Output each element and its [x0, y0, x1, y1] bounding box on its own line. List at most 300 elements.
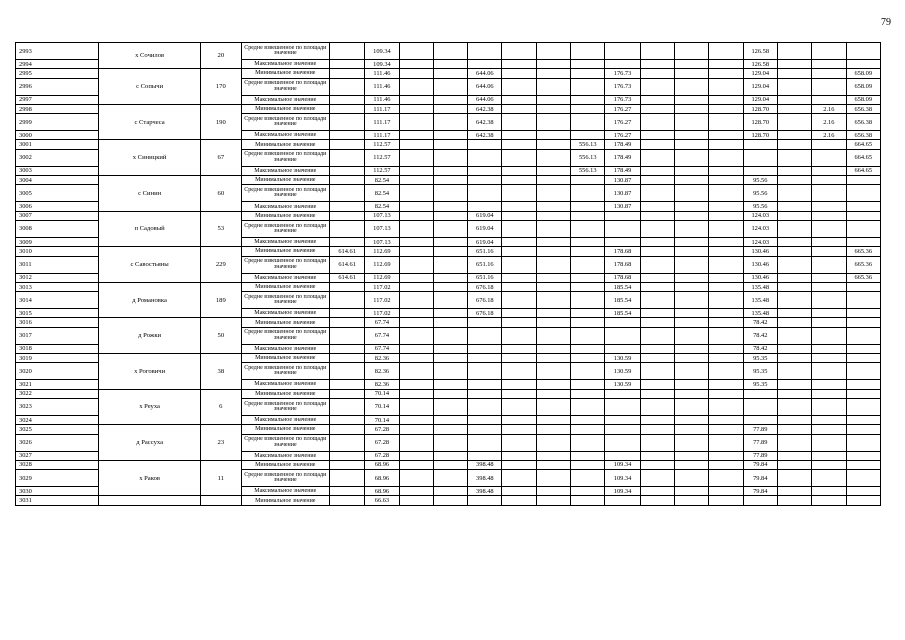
value-type-label: Максимальное значение	[241, 166, 329, 175]
value-cell	[571, 425, 605, 434]
value-cell	[777, 496, 811, 505]
value-cell	[502, 327, 536, 344]
value-type-label: Минимальное значение	[241, 104, 329, 113]
value-cell	[812, 78, 846, 95]
value-cell	[433, 131, 467, 140]
value-type-label: Средне взвешенное по площади значение	[241, 363, 329, 380]
value-cell: 644.06	[468, 78, 502, 95]
value-cell	[640, 389, 674, 398]
value-cell	[709, 104, 743, 113]
value-cell	[571, 434, 605, 451]
value-cell	[433, 398, 467, 415]
value-cell: 676.18	[468, 309, 502, 318]
value-cell	[329, 318, 364, 327]
value-cell	[536, 451, 570, 460]
value-cell: 109.34	[365, 43, 399, 60]
value-cell	[812, 60, 846, 69]
value-cell	[812, 176, 846, 185]
value-cell	[399, 176, 433, 185]
value-cell	[640, 43, 674, 60]
value-cell: 117.02	[365, 292, 399, 309]
settlement-name: х Сочилов	[99, 43, 201, 69]
value-cell	[846, 292, 881, 309]
value-cell	[468, 380, 502, 389]
row-number: 3030	[16, 487, 99, 496]
value-cell	[329, 344, 364, 353]
value-cell: 128.70	[743, 104, 777, 113]
value-type-label: Средне взвешенное по площади значение	[241, 327, 329, 344]
value-cell: 130.87	[605, 185, 640, 202]
value-cell: 2.16	[812, 131, 846, 140]
row-number: 3009	[16, 237, 99, 246]
settlement-population: 11	[201, 460, 242, 496]
value-cell	[399, 104, 433, 113]
value-cell	[329, 95, 364, 104]
value-cell	[846, 43, 881, 60]
value-cell	[399, 185, 433, 202]
value-cell	[468, 354, 502, 363]
value-cell: 178.49	[605, 166, 640, 175]
value-cell	[571, 176, 605, 185]
value-cell	[399, 114, 433, 131]
value-cell	[640, 460, 674, 469]
value-cell: 124.03	[743, 237, 777, 246]
value-cell	[399, 43, 433, 60]
value-cell	[605, 425, 640, 434]
value-type-label: Минимальное значение	[241, 389, 329, 398]
value-type-label: Средне взвешенное по площади значение	[241, 114, 329, 131]
value-cell	[433, 247, 467, 256]
value-cell: 70.14	[365, 389, 399, 398]
value-cell	[640, 496, 674, 505]
value-cell: 398.48	[468, 487, 502, 496]
value-cell: 619.04	[468, 211, 502, 220]
value-cell	[329, 434, 364, 451]
row-number: 3016	[16, 318, 99, 327]
value-cell	[329, 60, 364, 69]
value-cell	[536, 282, 570, 291]
value-cell	[777, 202, 811, 211]
page-number: 79	[881, 17, 891, 28]
value-cell	[433, 69, 467, 78]
value-cell: 178.68	[605, 247, 640, 256]
value-cell	[502, 60, 536, 69]
value-cell	[399, 149, 433, 166]
value-cell	[675, 460, 709, 469]
value-cell: 77.89	[743, 434, 777, 451]
value-cell	[777, 220, 811, 237]
value-cell	[502, 95, 536, 104]
value-cell	[536, 95, 570, 104]
value-cell	[675, 114, 709, 131]
value-cell	[812, 309, 846, 318]
value-cell	[536, 398, 570, 415]
value-cell	[605, 43, 640, 60]
value-cell: 130.46	[743, 247, 777, 256]
value-cell	[709, 496, 743, 505]
value-type-label: Минимальное значение	[241, 140, 329, 149]
value-cell	[777, 487, 811, 496]
value-cell	[675, 256, 709, 273]
value-cell: 614.61	[329, 247, 364, 256]
value-cell: 70.14	[365, 415, 399, 424]
row-number: 3004	[16, 176, 99, 185]
row-number: 3022	[16, 389, 99, 398]
value-cell	[675, 487, 709, 496]
value-type-label: Максимальное значение	[241, 451, 329, 460]
value-cell	[536, 363, 570, 380]
value-cell	[399, 398, 433, 415]
value-cell	[536, 309, 570, 318]
value-cell: 178.68	[605, 273, 640, 282]
settlement-population: 67	[201, 140, 242, 176]
value-cell	[777, 282, 811, 291]
value-type-label: Максимальное значение	[241, 273, 329, 282]
value-cell	[433, 380, 467, 389]
value-cell	[536, 69, 570, 78]
value-cell: 70.14	[365, 398, 399, 415]
value-type-label: Минимальное значение	[241, 496, 329, 505]
value-cell	[502, 202, 536, 211]
value-type-label: Минимальное значение	[241, 425, 329, 434]
cadastral-value-table	[15, 42, 881, 506]
value-cell: 176.27	[605, 114, 640, 131]
value-cell	[605, 237, 640, 246]
value-cell	[777, 60, 811, 69]
value-cell	[846, 282, 881, 291]
value-cell	[433, 256, 467, 273]
row-number: 3008	[16, 220, 99, 237]
value-cell: 79.84	[743, 470, 777, 487]
value-cell	[709, 425, 743, 434]
value-cell	[536, 460, 570, 469]
value-type-label: Максимальное значение	[241, 415, 329, 424]
value-cell	[640, 434, 674, 451]
value-cell: 109.34	[605, 487, 640, 496]
value-cell	[846, 344, 881, 353]
table-row	[16, 211, 881, 220]
value-cell	[399, 202, 433, 211]
value-cell	[846, 202, 881, 211]
settlement-name: х Роговичи	[99, 354, 201, 390]
value-cell	[536, 247, 570, 256]
row-number: 3028	[16, 460, 99, 469]
value-cell	[536, 496, 570, 505]
value-cell	[433, 363, 467, 380]
value-cell	[329, 140, 364, 149]
value-cell	[502, 470, 536, 487]
table-row	[16, 176, 881, 185]
value-cell	[640, 318, 674, 327]
value-cell	[605, 318, 640, 327]
value-cell	[675, 273, 709, 282]
value-cell	[777, 470, 811, 487]
value-cell	[536, 344, 570, 353]
value-cell	[433, 60, 467, 69]
value-cell	[709, 220, 743, 237]
value-cell	[329, 202, 364, 211]
value-type-label: Средне взвешенное по площади значение	[241, 43, 329, 60]
value-cell	[846, 176, 881, 185]
value-cell: 82.36	[365, 380, 399, 389]
value-cell: 135.48	[743, 282, 777, 291]
settlement-population: 50	[201, 318, 242, 354]
value-cell	[571, 78, 605, 95]
value-cell	[675, 380, 709, 389]
value-cell: 66.63	[365, 496, 399, 505]
value-cell	[433, 211, 467, 220]
value-cell	[640, 470, 674, 487]
value-cell: 95.56	[743, 185, 777, 202]
value-cell: 651.16	[468, 273, 502, 282]
value-cell	[433, 344, 467, 353]
value-cell	[468, 425, 502, 434]
value-cell	[433, 282, 467, 291]
value-cell	[777, 114, 811, 131]
value-cell	[605, 211, 640, 220]
settlement-name: д Рассуха	[99, 425, 201, 461]
table-row	[16, 282, 881, 291]
value-cell: 614.61	[329, 256, 364, 273]
value-cell: 556.13	[571, 149, 605, 166]
value-cell	[605, 327, 640, 344]
value-cell: 128.70	[743, 114, 777, 131]
value-type-label: Минимальное значение	[241, 176, 329, 185]
value-cell: 82.54	[365, 202, 399, 211]
value-cell	[399, 69, 433, 78]
table-row	[16, 247, 881, 256]
settlement-population: 6	[201, 389, 242, 425]
value-cell	[640, 487, 674, 496]
value-cell	[468, 398, 502, 415]
value-cell	[777, 380, 811, 389]
value-cell	[399, 166, 433, 175]
value-cell: 656.38	[846, 114, 881, 131]
value-cell	[709, 185, 743, 202]
value-cell	[468, 185, 502, 202]
value-cell: 79.84	[743, 487, 777, 496]
settlement-name: с Старчеса	[99, 104, 201, 140]
value-cell	[571, 43, 605, 60]
value-cell	[433, 389, 467, 398]
value-cell	[777, 292, 811, 309]
value-cell	[536, 273, 570, 282]
value-cell	[846, 496, 881, 505]
settlement-name: х Раков	[99, 460, 201, 496]
value-cell	[433, 354, 467, 363]
row-number: 3027	[16, 451, 99, 460]
value-cell	[329, 211, 364, 220]
value-cell	[709, 176, 743, 185]
value-cell: 130.59	[605, 363, 640, 380]
value-cell	[502, 380, 536, 389]
value-cell	[571, 69, 605, 78]
value-cell: 67.74	[365, 318, 399, 327]
value-cell	[329, 43, 364, 60]
value-cell: 130.87	[605, 202, 640, 211]
value-cell	[709, 149, 743, 166]
value-cell	[777, 354, 811, 363]
value-cell	[502, 211, 536, 220]
value-cell	[846, 211, 881, 220]
value-cell	[846, 363, 881, 380]
value-cell	[846, 185, 881, 202]
value-cell	[536, 43, 570, 60]
value-cell	[709, 354, 743, 363]
value-cell	[777, 389, 811, 398]
value-cell: 651.16	[468, 247, 502, 256]
value-cell	[571, 211, 605, 220]
value-cell	[812, 202, 846, 211]
value-cell	[536, 211, 570, 220]
value-cell	[675, 496, 709, 505]
value-cell	[433, 220, 467, 237]
value-cell	[777, 140, 811, 149]
value-cell: 78.42	[743, 344, 777, 353]
value-cell: 176.73	[605, 78, 640, 95]
value-cell	[675, 309, 709, 318]
value-cell	[536, 425, 570, 434]
value-cell	[640, 247, 674, 256]
value-cell	[433, 273, 467, 282]
value-cell	[433, 415, 467, 424]
row-number: 3001	[16, 140, 99, 149]
value-cell	[468, 149, 502, 166]
value-cell	[675, 220, 709, 237]
table-row	[16, 104, 881, 113]
value-cell	[777, 78, 811, 95]
value-cell	[399, 425, 433, 434]
value-type-label: Средне взвешенное по площади значение	[241, 78, 329, 95]
value-cell	[777, 166, 811, 175]
value-cell: 112.69	[365, 273, 399, 282]
value-cell	[433, 309, 467, 318]
value-cell	[468, 389, 502, 398]
value-cell	[605, 389, 640, 398]
value-cell	[605, 451, 640, 460]
value-cell	[640, 309, 674, 318]
value-cell	[846, 425, 881, 434]
value-cell	[433, 451, 467, 460]
value-cell	[812, 451, 846, 460]
value-cell: 556.13	[571, 140, 605, 149]
value-cell	[812, 460, 846, 469]
value-cell	[399, 344, 433, 353]
value-cell	[675, 363, 709, 380]
value-cell: 176.73	[605, 69, 640, 78]
value-cell	[709, 487, 743, 496]
value-cell	[605, 415, 640, 424]
value-cell	[502, 451, 536, 460]
table-body	[16, 43, 881, 506]
value-cell: 130.46	[743, 256, 777, 273]
value-cell	[640, 292, 674, 309]
value-cell: 126.58	[743, 43, 777, 60]
value-cell: 77.89	[743, 451, 777, 460]
value-cell	[743, 166, 777, 175]
table-row	[16, 43, 881, 60]
value-cell	[812, 380, 846, 389]
value-cell: 2.16	[812, 104, 846, 113]
value-cell	[468, 166, 502, 175]
value-cell	[812, 398, 846, 415]
value-cell	[777, 415, 811, 424]
value-cell	[329, 69, 364, 78]
value-cell: 67.74	[365, 344, 399, 353]
value-cell	[640, 185, 674, 202]
value-cell	[502, 69, 536, 78]
value-cell	[329, 185, 364, 202]
value-cell: 82.54	[365, 185, 399, 202]
value-cell	[571, 309, 605, 318]
value-cell	[571, 95, 605, 104]
value-cell: 111.17	[365, 131, 399, 140]
value-cell	[640, 273, 674, 282]
settlement-name: с Савостьяны	[99, 247, 201, 283]
row-number: 3000	[16, 131, 99, 140]
value-cell	[777, 398, 811, 415]
table-row	[16, 389, 881, 398]
value-cell	[536, 434, 570, 451]
value-type-label: Максимальное значение	[241, 131, 329, 140]
value-cell	[399, 247, 433, 256]
value-cell: 107.13	[365, 237, 399, 246]
settlement-population: 189	[201, 282, 242, 318]
value-cell	[812, 292, 846, 309]
value-cell	[640, 415, 674, 424]
row-number: 3006	[16, 202, 99, 211]
value-cell	[777, 451, 811, 460]
value-cell	[468, 344, 502, 353]
value-type-label: Максимальное значение	[241, 95, 329, 104]
value-cell	[399, 220, 433, 237]
value-cell	[571, 460, 605, 469]
value-cell	[709, 256, 743, 273]
settlement-name: д Романовка	[99, 282, 201, 318]
value-cell	[812, 327, 846, 344]
value-cell: 95.56	[743, 202, 777, 211]
value-cell	[399, 292, 433, 309]
value-cell	[329, 78, 364, 95]
value-cell	[329, 425, 364, 434]
value-cell	[399, 487, 433, 496]
value-cell	[709, 273, 743, 282]
table-row	[16, 354, 881, 363]
value-cell	[571, 354, 605, 363]
row-number: 3002	[16, 149, 99, 166]
settlement-name	[99, 496, 201, 505]
value-cell	[502, 309, 536, 318]
table-row	[16, 496, 881, 505]
value-cell: 112.69	[365, 256, 399, 273]
value-cell	[812, 470, 846, 487]
value-cell: 107.13	[365, 220, 399, 237]
value-cell	[812, 415, 846, 424]
value-cell: 111.17	[365, 114, 399, 131]
value-cell	[571, 344, 605, 353]
value-cell	[709, 327, 743, 344]
value-cell: 129.04	[743, 78, 777, 95]
value-cell	[709, 140, 743, 149]
value-cell	[812, 237, 846, 246]
value-cell	[777, 363, 811, 380]
value-cell	[640, 166, 674, 175]
value-cell	[433, 496, 467, 505]
value-cell	[675, 202, 709, 211]
value-cell	[571, 114, 605, 131]
value-cell	[675, 211, 709, 220]
value-cell	[675, 434, 709, 451]
